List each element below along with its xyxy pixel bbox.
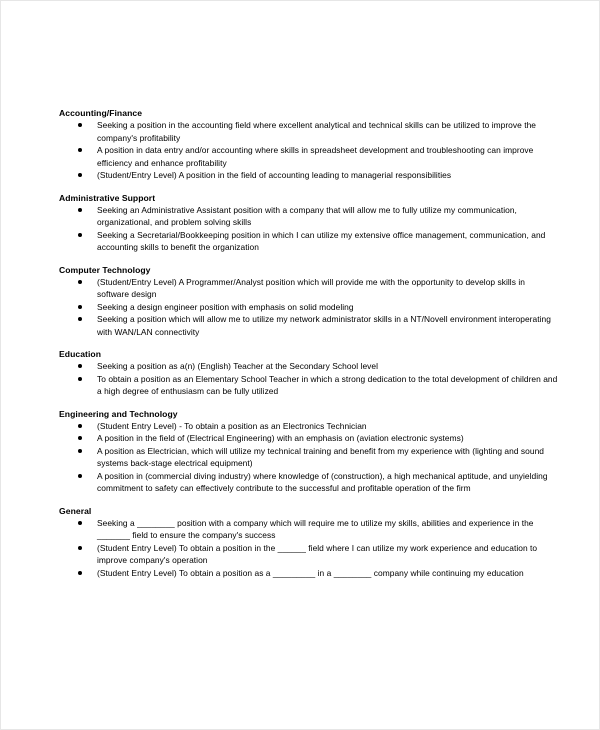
list-item-text: (Student Entry Level) To obtain a position as a _________ in a ________ company while continuing my education (97, 567, 524, 578)
bullet-icon (78, 317, 82, 321)
bullet-list (59, 204, 559, 254)
list-item (59, 420, 559, 433)
list-item-text: Seeking a position in the accounting field where excellent analytical and technical skills can be utilized to improve the company's profitability (97, 120, 537, 143)
bullet-icon (78, 208, 82, 212)
section-title: Education (59, 349, 101, 359)
list-item (59, 567, 559, 580)
list-item-text: (Student Entry Level) To obtain a position in the ______ field where I can utilize my work experience and education to improve company's operation (97, 542, 538, 565)
bullet-icon (78, 521, 82, 525)
bullet-list (59, 119, 559, 182)
bullet-icon (78, 148, 82, 152)
bullet-icon (78, 173, 82, 177)
list-item (59, 432, 559, 445)
bullet-icon (78, 280, 82, 284)
list-item (59, 360, 559, 373)
bullet-list (59, 276, 559, 339)
section-title: Engineering and Technology (59, 408, 178, 419)
list-item (59, 119, 559, 144)
list-item-text: A position in (commercial diving industry) where knowledge of (construction), a high mechanical aptitude, and unyielding commitment to safety can effectively contribute to the successful and profitable operation of the firm (97, 470, 548, 493)
list-item (59, 470, 559, 495)
bullet-icon (78, 546, 82, 550)
list-item-text: (Student/Entry Level) A position in the field of accounting leading to managerial responsibilities (97, 170, 452, 180)
bullet-icon (78, 436, 82, 440)
bullet-icon (78, 424, 82, 428)
bullet-list (59, 517, 559, 580)
list-item (59, 229, 559, 254)
list-item (59, 301, 559, 314)
list-item (59, 373, 559, 398)
list-item (59, 169, 559, 182)
section-engineering-and-technology (59, 408, 559, 495)
list-item-text: Seeking a position as a(n) (English) Teacher at the Secondary School level (97, 361, 379, 371)
list-item (59, 204, 559, 229)
document-body (59, 107, 559, 589)
section-title: Administrative Support (59, 192, 156, 203)
list-item (59, 276, 559, 301)
bullet-icon (78, 449, 82, 453)
bullet-icon (78, 123, 82, 127)
bullet-icon (78, 305, 82, 309)
section-computer-technology (59, 264, 559, 339)
list-item (59, 144, 559, 169)
section-title: Computer Technology (59, 264, 151, 275)
bullet-icon (78, 474, 82, 478)
list-item (59, 542, 559, 567)
list-item-text: To obtain a position as an Elementary School Teacher in which a strong dedication to the total development of children and a high degree of enthusiasm can be fully utilized (97, 373, 558, 396)
list-item-text: (Student Entry Level) - To obtain a position as an Electronics Technician (97, 420, 367, 431)
bullet-icon (78, 364, 82, 368)
section-education (59, 348, 559, 398)
list-item-text: A position in data entry and/or accounting where skills in spreadsheet development and troubleshooting can improve efficiency and enhance profitability (97, 145, 534, 168)
list-item-text: A position as Electrician, which will utilize my technical training and benefit from my experience with (lighting and sound systems back-stage electrical equipment) (97, 445, 544, 468)
list-item-text: (Student/Entry Level) A Programmer/Analyst position which will provide me with the opportunity to develop skills in software design (97, 276, 525, 299)
list-item (59, 517, 559, 542)
list-item-text: A position in the field of (Electrical Engineering) with an emphasis on (aviation electronic systems) (97, 433, 464, 443)
list-item (59, 313, 559, 338)
bullet-icon (78, 233, 82, 237)
section-title: Accounting/Finance (59, 108, 143, 118)
list-item-text: Seeking a ________ position with a company which will require me to utilize my skills, abilities and experience in the _______ field to ensure the company's success (97, 517, 534, 540)
section-accounting-finance (59, 107, 559, 182)
section-general (59, 505, 559, 580)
bullet-list (59, 420, 559, 495)
bullet-list (59, 360, 559, 398)
list-item-text: Seeking a design engineer position with emphasis on solid modeling (97, 301, 354, 312)
section-title: General (59, 505, 92, 516)
list-item (59, 445, 559, 470)
list-item-text: Seeking an Administrative Assistant position with a company that will allow me to fully utilize my communication, organizational, and problem solving skills (97, 204, 517, 227)
bullet-icon (78, 571, 82, 575)
list-item-text: Seeking a Secretarial/Bookkeeping position in which I can utilize my extensive office management, communication, and accounting skills to benefit the organization (97, 229, 546, 252)
bullet-icon (78, 377, 82, 381)
list-item-text: Seeking a position which will allow me to utilize my network administrator skills in a NT/Novell environment interoperating with WAN/LAN connectivity (97, 314, 551, 337)
section-administrative-support (59, 192, 559, 254)
